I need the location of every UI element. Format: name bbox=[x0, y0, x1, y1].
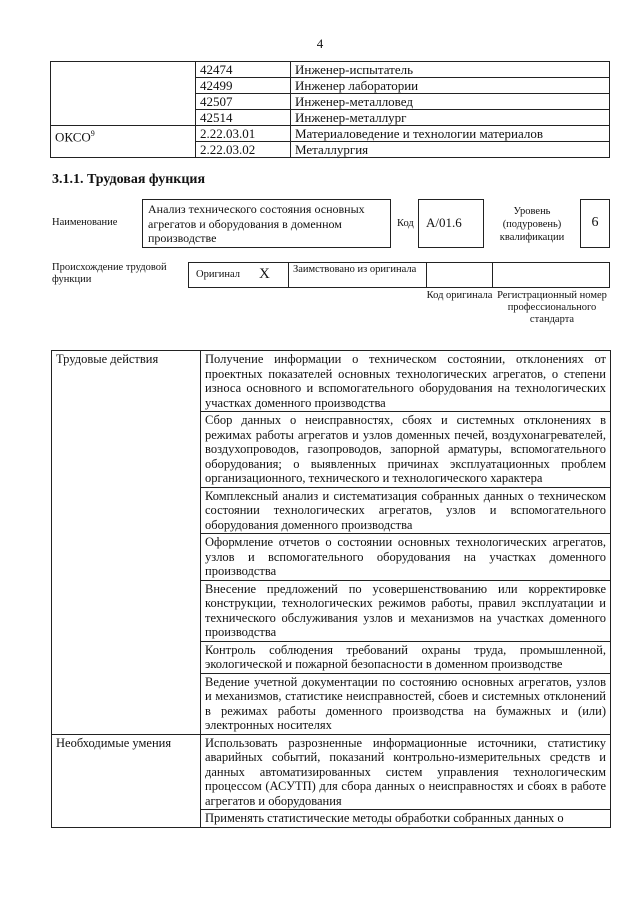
skill-item: Использовать разрозненные информационные источники, статистику аварийных событий, показаний контрольно-измерительных средств и данных автоматизированных систем управления технологическим процессом (АСУТП) для сбора данных о неисправностях и сбоях в работе агрегатов и оборудования bbox=[201, 734, 611, 810]
code-label: Код bbox=[397, 218, 414, 229]
code-cell: 42499 bbox=[196, 78, 291, 94]
name-cell: Инженер-металловед bbox=[291, 94, 610, 110]
labor-action-item: Комплексный анализ и систематизация собранных данных о техническом состоянии технологических агрегатов, узлов и вспомогательного оборудования доменного производства bbox=[201, 487, 611, 534]
code-cell: 42507 bbox=[196, 94, 291, 110]
page-number: 4 bbox=[316, 36, 324, 51]
labor-action-item: Ведение учетной документации по состоянию основных агрегатов, узлов и механизмов, статистике неисправностей, сбоев и системных отклонений в режимах работы доменного производства на бумажных и (или) электронных носителях bbox=[201, 673, 611, 734]
labor-action-item: Внесение предложений по усовершенствованию или корректировке конструкции, технологических режимов работы, правил эксплуатации и технического обслуживания узлов и механизмов на участках доменного производства bbox=[201, 580, 611, 641]
name-cell: Инженер-металлург bbox=[291, 110, 610, 126]
skills-label: Необходимые умения bbox=[52, 734, 201, 827]
section-title: 3.1.1. Трудовая функция bbox=[52, 172, 206, 187]
table-row bbox=[51, 62, 610, 78]
table-row bbox=[52, 351, 611, 412]
origin-label: Происхождение трудовой функции bbox=[52, 262, 167, 285]
original-label: Оригинал bbox=[196, 269, 240, 280]
labor-function-table bbox=[51, 350, 611, 828]
name-label: Наименование bbox=[52, 217, 118, 228]
okz-okso-table bbox=[50, 61, 610, 158]
reg-number-box bbox=[492, 262, 610, 288]
borrowed-label: Заимствовано из оригинала bbox=[293, 264, 417, 275]
okz-label-cell bbox=[51, 62, 196, 126]
original-mark: X bbox=[259, 266, 270, 282]
original-box bbox=[188, 262, 289, 288]
code-cell: 2.22.03.01 bbox=[196, 126, 291, 142]
function-name-box: Анализ технического состояния основных агрегатов и оборудования в доменном производстве bbox=[142, 199, 391, 248]
okso-label: ОКСО bbox=[55, 129, 91, 145]
footnote-mark: 9 bbox=[90, 129, 95, 138]
name-cell: Инженер-испытатель bbox=[291, 62, 610, 78]
reg-number-label: Регистрационный номер профессионального стандарта bbox=[497, 290, 607, 325]
code-cell: 42514 bbox=[196, 110, 291, 126]
level-value-box: 6 bbox=[580, 199, 610, 248]
okso-label-cell bbox=[51, 126, 196, 158]
table-row bbox=[51, 126, 610, 142]
labor-action-item: Получение информации о техническом состоянии, отклонениях от проектных показателей основных технологических агрегатов, о степени износа основного и вспомогательного оборудования на технологических участках доменного производства bbox=[201, 351, 611, 412]
skill-item: Применять статистические методы обработки собранных данных о bbox=[201, 810, 611, 828]
code-cell: 2.22.03.02 bbox=[196, 142, 291, 158]
labor-actions-label: Трудовые действия bbox=[52, 351, 201, 735]
labor-action-item: Контроль соблюдения требований охраны труда, промышленной, экологической и пожарной безопасности в доменном производстве bbox=[201, 641, 611, 673]
level-label: Уровень (подуровень) квалификации bbox=[499, 206, 565, 243]
code-original-box bbox=[426, 262, 493, 288]
borrowed-box bbox=[288, 262, 427, 288]
code-value-box: А/01.6 bbox=[418, 199, 484, 248]
name-cell: Материаловедение и технологии материалов bbox=[291, 126, 610, 142]
labor-action-item: Сбор данных о неисправностях, сбоях и системных отклонениях в режимах работы агрегатов и узлов доменных печей, воздухонагревателей, воздухопроводов, газопроводов, запорной арматуры, вспомогательного оборудования; о выявленных причинах эксплуатационных проблем организационного, технического и технологического характера bbox=[201, 412, 611, 488]
code-cell: 42474 bbox=[196, 62, 291, 78]
name-cell: Металлургия bbox=[291, 142, 610, 158]
table-row bbox=[52, 734, 611, 810]
name-cell: Инженер лаборатории bbox=[291, 78, 610, 94]
code-original-label: Код оригинала bbox=[426, 290, 493, 301]
labor-action-item: Оформление отчетов о состоянии основных технологических агрегатов, узлов и вспомогательного оборудования на участках доменного производства bbox=[201, 534, 611, 581]
